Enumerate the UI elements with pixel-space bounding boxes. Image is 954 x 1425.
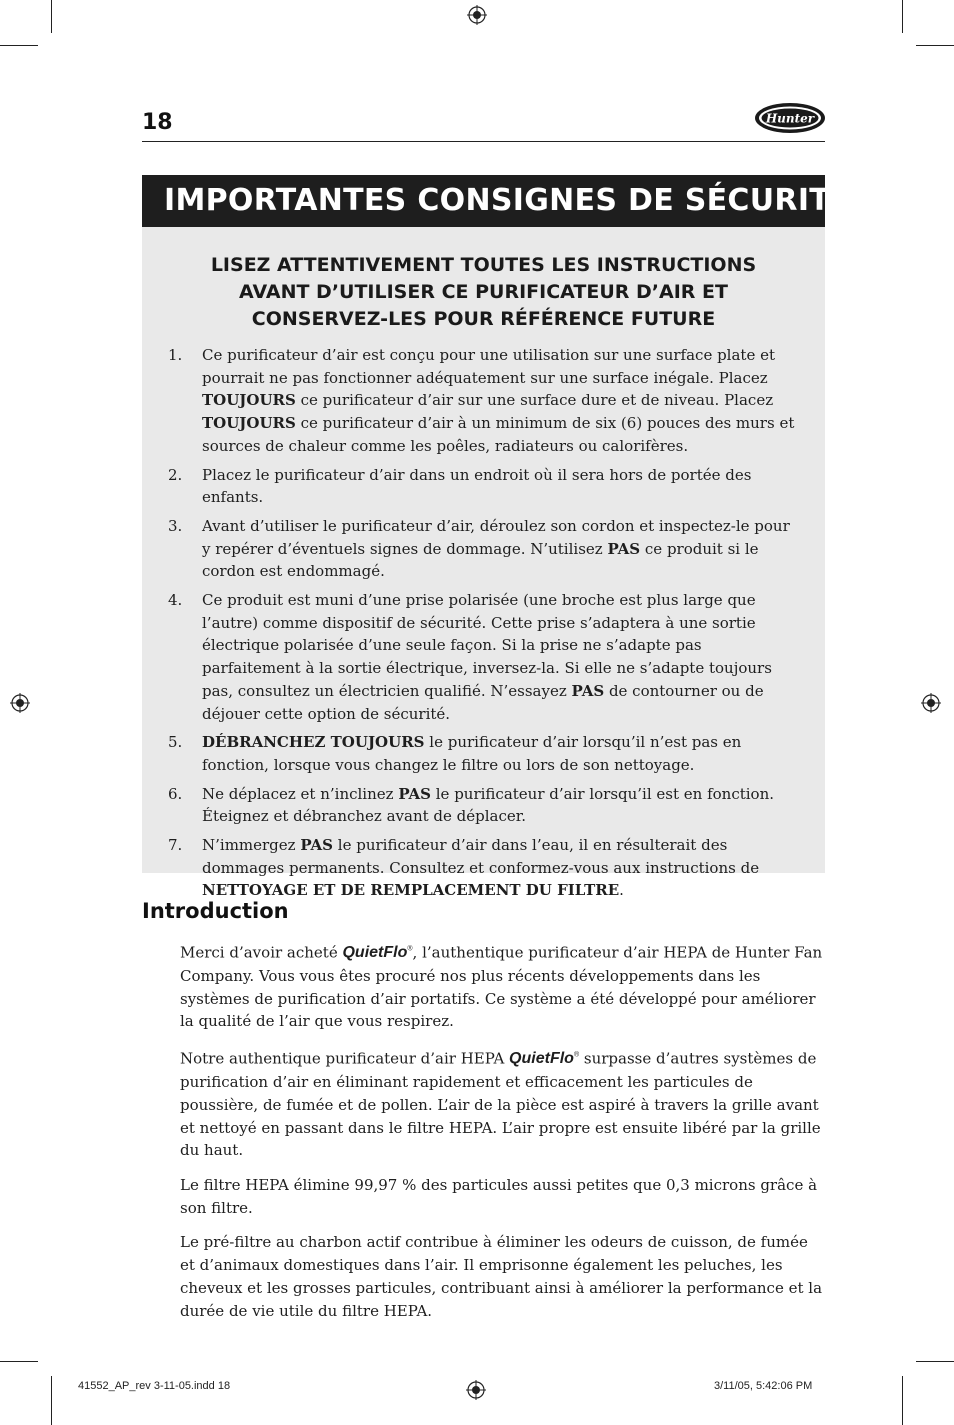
safety-list bbox=[168, 344, 798, 908]
safety-item bbox=[168, 515, 798, 583]
intro-paragraph: Notre authentique purificateur d’air HEPA QuietFlo® surpasse d’autres systèmes de purification d’air en éliminant rapidement et efficacement les particules de poussière, de fumée et de pollen. L’air de la pièce est aspiré à travers la grille avant et nettoyé en passant dans le filtre HEPA. L’air propre est ensuite libéré par la grille du haut. bbox=[180, 1049, 821, 1160]
safety-item-text: N’immergez PAS le purificateur d’air dans l’eau, il en résulterait des dommages permanents. Consultez et conformez-vous aux instructions de NETTOYAGE ET DE REMPLACEMENT DU FILTRE. bbox=[202, 836, 760, 900]
safety-item bbox=[168, 834, 798, 902]
safety-item-text: Avant d’utiliser le purificateur d’air, déroulez son cordon et inspectez-le pour y repérer d’éventuels signes de dommage. N’utilisez PAS ce produit si le cordon est endommagé. bbox=[202, 516, 790, 581]
footer-file-info: 41552_AP_rev 3-11-05.indd 18 bbox=[78, 1380, 231, 1392]
hunter-logo bbox=[753, 100, 827, 136]
safety-item-number: 6. bbox=[168, 784, 183, 803]
safety-box bbox=[142, 227, 825, 900]
crop-mark bbox=[51, 1376, 52, 1425]
svg-text:Hunter: Hunter bbox=[765, 111, 815, 126]
header-rule bbox=[142, 141, 825, 142]
safety-item-number: 3. bbox=[168, 516, 183, 535]
brand-name: QuietFlo® bbox=[509, 1050, 580, 1068]
crop-mark bbox=[51, 0, 52, 33]
brand-name: QuietFlo® bbox=[342, 944, 413, 962]
crop-mark bbox=[0, 45, 38, 46]
registration-mark-icon bbox=[921, 693, 941, 713]
registration-mark-icon bbox=[466, 1380, 486, 1400]
safety-item-number: 7. bbox=[168, 836, 183, 855]
intro-paragraph: Le filtre HEPA élimine 99,97 % des particules aussi petites que 0,3 microns grâce à son filtre. bbox=[180, 1175, 818, 1217]
safety-item-text: Placez le purificateur d’air dans un endroit où il sera hors de portée des enfants. bbox=[202, 465, 752, 507]
intro-paragraph: Le pré-filtre au charbon actif contribue à éliminer les odeurs de cuisson, de fumée et d’animaux domestiques dans l’air. Il emprisonne également les peluches, les cheveux et les grosses particules, contribuant ainsi à améliorer la performance et la durée de vie utile du filtre HEPA. bbox=[180, 1233, 823, 1320]
safety-item-number: 5. bbox=[168, 733, 183, 752]
safety-item-number: 4. bbox=[168, 591, 183, 610]
safety-item-text: Ce produit est muni d’une prise polarisée (une broche est plus large que l’autre) comme dispositif de sécurité. Cette prise s’adaptera à une sortie électrique polarisée d’une seule façon. Si la prise ne s’adapte pas parfaitement à la sortie électrique, inversez-la. Si elle ne s’adapte toujours pas, consultez un électricien qualifié. N’essayez PAS de contourner ou de déjouer cette option de sécurité. bbox=[202, 591, 772, 723]
safety-item bbox=[168, 731, 798, 776]
safety-item bbox=[168, 783, 798, 828]
page-number: 18 bbox=[142, 110, 173, 135]
crop-mark bbox=[902, 0, 903, 33]
intro-paragraph: Merci d’avoir acheté QuietFlo®, l’authentique purificateur d’air HEPA de Hunter Fan Company. Vous vous êtes procuré nos plus récents développements dans les systèmes de purification d’air portatifs. Ce système a été développé pour améliorer la qualité de l’air que vous respirez. bbox=[180, 943, 823, 1031]
registration-mark-icon bbox=[10, 693, 30, 713]
safety-title: IMPORTANTES CONSIGNES DE SÉCURITÉ bbox=[142, 175, 825, 227]
safety-item-number: 1. bbox=[168, 346, 183, 364]
introduction-body bbox=[180, 939, 825, 1334]
safety-item-text: Ne déplacez et n’inclinez PAS le purificateur d’air lorsqu’il est en fonction. Éteignez et débranchez avant de déplacer. bbox=[202, 784, 775, 826]
safety-item-number: 2. bbox=[168, 465, 183, 484]
safety-item-text: DÉBRANCHEZ TOUJOURS le purificateur d’air lorsqu’il n’est pas en fonction, lorsque vous changez le filtre ou lors de son nettoyage. bbox=[202, 733, 742, 774]
safety-item-text: Ce purificateur d’air est conçu pour une utilisation sur une surface plate et pourrait ne pas fonctionner adéquatement sur une surface inégale. Placez TOUJOURS ce purificateur d’air sur une surface dure et de niveau. Placez TOUJOURS ce purificateur d’air à un minimum de six (6) pouces des murs et sources de chaleur comme les poêles, radiateurs ou calorifères. bbox=[202, 346, 795, 455]
safety-heading: LISEZ ATTENTIVEMENT TOUTES LES INSTRUCTIONS AVANT D’UTILISER CE PURIFICATEUR D’AIR ET CONSERVEZ-LES POUR RÉFÉRENCE FUTURE bbox=[210, 254, 757, 330]
crop-mark bbox=[0, 1361, 38, 1362]
registration-mark-icon bbox=[467, 5, 487, 25]
crop-mark bbox=[902, 1376, 903, 1425]
crop-mark bbox=[916, 1361, 954, 1362]
safety-item bbox=[168, 464, 798, 509]
introduction-title: Introduction bbox=[142, 899, 289, 923]
safety-item bbox=[168, 589, 798, 725]
footer-timestamp: 3/11/05, 5:42:06 PM bbox=[714, 1380, 813, 1392]
safety-item bbox=[168, 344, 798, 458]
crop-mark bbox=[916, 45, 954, 46]
